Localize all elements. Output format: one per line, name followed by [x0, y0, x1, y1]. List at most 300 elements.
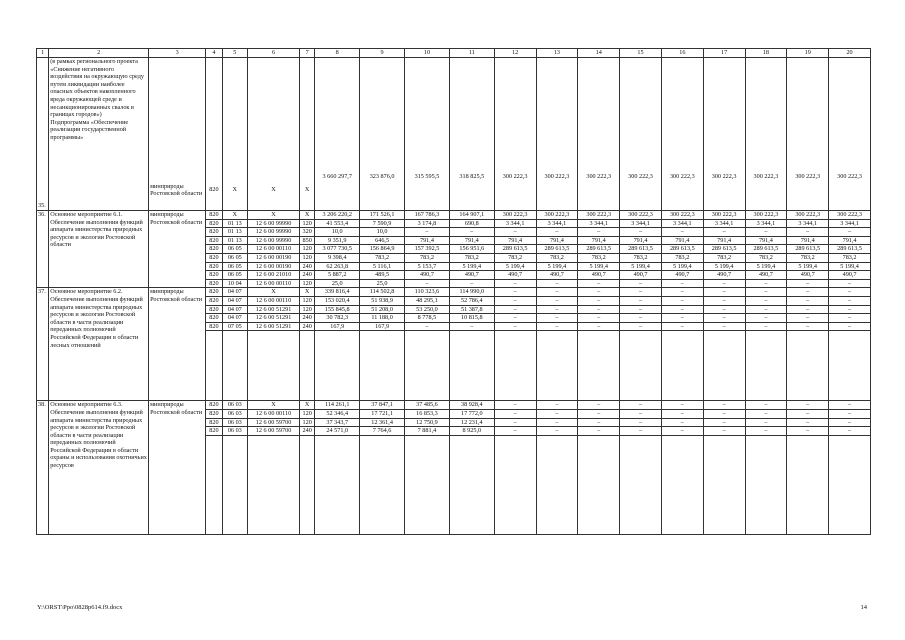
code-vr: 120	[300, 305, 315, 314]
value-cell: –	[787, 322, 829, 331]
value-cell: 5 199,4	[703, 262, 745, 271]
executor: минприроды Ростовской области	[149, 211, 206, 288]
empty-cell	[248, 331, 300, 401]
value-cell: 791,4	[829, 236, 871, 245]
value-cell: –	[578, 418, 620, 427]
value-cell: –	[536, 418, 578, 427]
code-rz: 06 03	[222, 401, 247, 410]
code-grbs: 820	[206, 262, 222, 271]
empty-cell	[222, 331, 247, 401]
value-cell: 156 864,9	[360, 245, 405, 254]
row-title	[49, 58, 149, 211]
value-cell: 783,2	[405, 253, 450, 262]
value-cell: –	[494, 279, 536, 288]
value-cell: 7 881,4	[405, 427, 450, 436]
value-cell: –	[536, 322, 578, 331]
value-cell: 300 222,3	[536, 211, 578, 220]
value-cell: –	[787, 418, 829, 427]
value-cell: –	[620, 288, 662, 297]
value-cell: 25,0	[360, 279, 405, 288]
value-cell: 315 595,5	[405, 58, 450, 211]
table-row	[37, 401, 871, 410]
value-cell: 3 344,1	[620, 219, 662, 228]
value-cell: –	[787, 296, 829, 305]
code-csr: X	[248, 401, 300, 410]
empty-cell	[578, 435, 620, 534]
value-cell: –	[829, 409, 871, 418]
value-cell: 783,2	[703, 253, 745, 262]
code-vr: 240	[300, 314, 315, 323]
empty-cell	[620, 435, 662, 534]
empty-cell	[661, 331, 703, 401]
value-cell: 11 188,0	[360, 314, 405, 323]
value-cell: –	[578, 305, 620, 314]
value-cell: 289 613,5	[745, 245, 787, 254]
code-vr: 850	[300, 236, 315, 245]
value-cell: 646,5	[360, 236, 405, 245]
code-csr: 12 6 00 99990	[248, 228, 300, 237]
empty-cell	[745, 331, 787, 401]
row-number: 38.	[37, 401, 49, 534]
value-cell: 783,2	[745, 253, 787, 262]
value-cell: 5 199,4	[449, 262, 494, 271]
row-title-prefix: (в рамках регионального проекта «Снижение негативного воздействия на окружающую среду путем ликвидации наиболее опасных объектов накопленного вреда окружающей среде и несанкционированных свалок в границах городов»)	[50, 58, 144, 119]
code-rz: 07 05	[222, 322, 247, 331]
value-cell: 16 853,3	[405, 409, 450, 418]
column-number-cell: 13	[536, 49, 578, 58]
code-csr: 12 6 00 51291	[248, 305, 300, 314]
value-cell: –	[745, 401, 787, 410]
value-cell: 5 116,1	[360, 262, 405, 271]
code-grbs: 820	[206, 409, 222, 418]
value-cell: –	[536, 409, 578, 418]
value-cell: –	[661, 409, 703, 418]
empty-cell	[315, 435, 360, 534]
value-cell: 10,0	[360, 228, 405, 237]
value-cell: 783,2	[494, 253, 536, 262]
executor: минприроды Ростовской области	[149, 288, 206, 401]
value-cell: 289 613,5	[829, 245, 871, 254]
code-csr: X	[248, 211, 300, 220]
value-cell: 167 786,3	[405, 211, 450, 220]
value-cell: –	[745, 409, 787, 418]
value-cell: –	[787, 279, 829, 288]
value-cell: 791,4	[449, 236, 494, 245]
value-cell: –	[745, 305, 787, 314]
value-cell: 3 174,8	[405, 219, 450, 228]
value-cell: 323 876,0	[360, 58, 405, 211]
value-cell: 490,7	[405, 271, 450, 280]
row-number: 36.	[37, 211, 49, 288]
value-cell: 114 261,1	[315, 401, 360, 410]
code-vr: 240	[300, 271, 315, 280]
value-cell: 3 344,1	[703, 219, 745, 228]
empty-cell	[536, 331, 578, 401]
value-cell: 3 344,1	[578, 219, 620, 228]
value-cell: –	[494, 322, 536, 331]
value-cell: 8 778,5	[405, 314, 450, 323]
empty-cell	[300, 331, 315, 401]
empty-cell	[300, 435, 315, 534]
value-cell: 3 206 220,2	[315, 211, 360, 220]
code-csr: 12 6 00 00110	[248, 409, 300, 418]
code-vr: 120	[300, 279, 315, 288]
row-number: 35.	[37, 58, 49, 211]
value-cell: –	[787, 305, 829, 314]
empty-cell	[829, 435, 871, 534]
value-cell: 167,9	[360, 322, 405, 331]
column-number-cell: 1	[37, 49, 49, 58]
value-cell: 153 020,4	[315, 296, 360, 305]
value-cell: 289 613,5	[536, 245, 578, 254]
value-cell: –	[578, 401, 620, 410]
value-cell: –	[494, 401, 536, 410]
value-cell: 52 346,4	[315, 409, 360, 418]
value-cell: 783,2	[620, 253, 662, 262]
empty-cell	[449, 331, 494, 401]
value-cell: –	[703, 409, 745, 418]
value-cell: 3 344,1	[494, 219, 536, 228]
column-number-cell: 5	[222, 49, 247, 58]
empty-cell	[787, 435, 829, 534]
value-cell: 490,7	[494, 271, 536, 280]
value-cell: 300 222,3	[787, 58, 829, 211]
value-cell: –	[787, 228, 829, 237]
value-cell: 783,2	[787, 253, 829, 262]
value-cell: 3 344,1	[536, 219, 578, 228]
value-cell: 9 398,4	[315, 253, 360, 262]
value-cell: 791,4	[787, 236, 829, 245]
empty-cell	[360, 435, 405, 534]
code-csr: 12 6 00 99990	[248, 219, 300, 228]
empty-cell	[206, 331, 222, 401]
value-cell: –	[620, 314, 662, 323]
value-cell: 289 613,5	[661, 245, 703, 254]
value-cell: 300 222,3	[745, 211, 787, 220]
value-cell: –	[620, 322, 662, 331]
table-row	[37, 58, 871, 211]
value-cell: 12 231,4	[449, 418, 494, 427]
code-rz: 01 13	[222, 236, 247, 245]
value-cell: –	[745, 228, 787, 237]
code-grbs: 820	[206, 253, 222, 262]
value-cell: 114 990,0	[449, 288, 494, 297]
code-vr: 240	[300, 322, 315, 331]
value-cell: 12 361,4	[360, 418, 405, 427]
value-cell: 490,7	[787, 271, 829, 280]
code-grbs: 820	[206, 58, 222, 211]
value-cell: –	[536, 314, 578, 323]
value-cell: 5 199,4	[661, 262, 703, 271]
row-title: Основное мероприятие 6.2. Обеспечение выполнения функций аппарата министерства природных ресурсов и экологии Ростовской области в части реализации переданных полномочий Российской Федерации в области лесных отношений	[49, 288, 149, 401]
value-cell: –	[703, 228, 745, 237]
value-cell: –	[661, 279, 703, 288]
code-rz: 01 13	[222, 219, 247, 228]
value-cell: 490,7	[829, 271, 871, 280]
code-grbs: 820	[206, 401, 222, 410]
value-cell: 5 199,4	[787, 262, 829, 271]
value-cell: –	[787, 409, 829, 418]
value-cell: –	[661, 296, 703, 305]
code-rz: 04 07	[222, 296, 247, 305]
value-cell: 5 199,4	[494, 262, 536, 271]
code-grbs: 820	[206, 305, 222, 314]
code-vr: 120	[300, 245, 315, 254]
value-cell: –	[661, 288, 703, 297]
value-cell: –	[703, 418, 745, 427]
code-grbs: 820	[206, 314, 222, 323]
value-cell: 8 925,0	[449, 427, 494, 436]
value-cell: –	[703, 279, 745, 288]
value-cell: 30 782,3	[315, 314, 360, 323]
value-cell: 791,4	[405, 236, 450, 245]
value-cell: 300 222,3	[661, 58, 703, 211]
footer-file-path: Y:\ORST\Ppo\0828p614.f9.docx	[37, 604, 123, 611]
value-cell: –	[494, 228, 536, 237]
value-cell: 300 222,3	[829, 58, 871, 211]
value-cell: 783,2	[536, 253, 578, 262]
page-number: 14	[860, 604, 867, 611]
empty-cell	[536, 435, 578, 534]
value-cell: 289 613,5	[703, 245, 745, 254]
value-cell: 52 786,4	[449, 296, 494, 305]
value-cell: –	[829, 305, 871, 314]
column-number-cell: 6	[248, 49, 300, 58]
code-vr: 120	[300, 418, 315, 427]
empty-cell	[206, 435, 222, 534]
value-cell: –	[494, 418, 536, 427]
value-cell: 318 825,5	[449, 58, 494, 211]
value-cell: –	[787, 288, 829, 297]
value-cell: –	[703, 288, 745, 297]
code-rz: 04 07	[222, 288, 247, 297]
column-number-cell: 18	[745, 49, 787, 58]
value-cell: –	[494, 314, 536, 323]
value-cell: –	[829, 418, 871, 427]
value-cell: –	[449, 279, 494, 288]
column-number-cell: 17	[703, 49, 745, 58]
value-cell: 5 153,7	[405, 262, 450, 271]
code-csr: 12 6 00 00110	[248, 279, 300, 288]
code-rz: X	[222, 58, 247, 211]
code-grbs: 820	[206, 228, 222, 237]
value-cell: –	[494, 288, 536, 297]
code-grbs: 820	[206, 322, 222, 331]
column-number-cell: 4	[206, 49, 222, 58]
value-cell: 791,4	[620, 236, 662, 245]
row-number: 37.	[37, 288, 49, 401]
code-csr: 12 6 00 99990	[248, 236, 300, 245]
value-cell: –	[787, 427, 829, 436]
column-number-cell: 9	[360, 49, 405, 58]
value-cell: 289 613,5	[578, 245, 620, 254]
budget-table	[36, 48, 871, 535]
value-cell: 490,7	[745, 271, 787, 280]
value-cell: –	[620, 401, 662, 410]
value-cell: 490,7	[536, 271, 578, 280]
value-cell: –	[703, 296, 745, 305]
value-cell: 167,9	[315, 322, 360, 331]
code-csr: 12 6 00 51291	[248, 314, 300, 323]
value-cell: –	[536, 427, 578, 436]
code-vr: X	[300, 288, 315, 297]
value-cell: –	[745, 288, 787, 297]
value-cell: –	[620, 418, 662, 427]
code-grbs: 820	[206, 219, 222, 228]
value-cell: 25,0	[315, 279, 360, 288]
empty-cell	[703, 435, 745, 534]
table-body	[37, 49, 871, 535]
value-cell: 300 222,3	[661, 211, 703, 220]
value-cell: 5 199,4	[578, 262, 620, 271]
code-vr: X	[300, 401, 315, 410]
value-cell: 289 613,5	[620, 245, 662, 254]
value-cell: 171 526,1	[360, 211, 405, 220]
table-row	[37, 288, 871, 297]
value-cell: –	[745, 279, 787, 288]
value-cell: –	[829, 314, 871, 323]
code-csr: 12 6 00 00110	[248, 296, 300, 305]
value-cell: 300 222,3	[578, 211, 620, 220]
value-cell: 300 222,3	[494, 211, 536, 220]
value-cell: –	[536, 296, 578, 305]
code-vr: 120	[300, 296, 315, 305]
value-cell: 490,7	[661, 271, 703, 280]
column-number-cell: 11	[449, 49, 494, 58]
code-grbs: 820	[206, 271, 222, 280]
value-cell: 5 887,2	[315, 271, 360, 280]
code-csr: 12 6 00 59700	[248, 427, 300, 436]
value-cell: –	[703, 305, 745, 314]
value-cell: 17 772,0	[449, 409, 494, 418]
value-cell: –	[661, 401, 703, 410]
value-cell: 51 208,0	[360, 305, 405, 314]
value-cell: –	[829, 427, 871, 436]
empty-cell	[449, 435, 494, 534]
code-vr: 240	[300, 262, 315, 271]
value-cell: 10 815,8	[449, 314, 494, 323]
value-cell: –	[661, 228, 703, 237]
value-cell: –	[578, 409, 620, 418]
code-grbs: 820	[206, 211, 222, 220]
empty-cell	[787, 331, 829, 401]
code-grbs: 820	[206, 245, 222, 254]
value-cell: –	[745, 418, 787, 427]
code-vr: 120	[300, 219, 315, 228]
value-cell: –	[620, 296, 662, 305]
value-cell: –	[829, 401, 871, 410]
row-title-text: Подпрограмма «Обеспечение реализации государственной программы»	[50, 118, 129, 141]
code-rz: 04 07	[222, 305, 247, 314]
code-rz: 06 05	[222, 271, 247, 280]
empty-cell	[703, 331, 745, 401]
empty-cell	[405, 435, 450, 534]
value-cell: 37 343,7	[315, 418, 360, 427]
code-rz: 06 03	[222, 418, 247, 427]
value-cell: –	[703, 427, 745, 436]
empty-cell	[745, 435, 787, 534]
code-rz: 10 04	[222, 279, 247, 288]
code-rz: 06 05	[222, 262, 247, 271]
code-grbs: 820	[206, 427, 222, 436]
value-cell: 783,2	[578, 253, 620, 262]
value-cell: –	[578, 288, 620, 297]
value-cell: –	[703, 401, 745, 410]
column-number-cell: 12	[494, 49, 536, 58]
value-cell: 7 590,9	[360, 219, 405, 228]
value-cell: –	[494, 305, 536, 314]
value-cell: 41 553,4	[315, 219, 360, 228]
value-cell: 791,4	[703, 236, 745, 245]
value-cell: 490,7	[703, 271, 745, 280]
value-cell: –	[829, 296, 871, 305]
value-cell: –	[829, 322, 871, 331]
code-vr: 320	[300, 228, 315, 237]
code-grbs: 820	[206, 288, 222, 297]
code-grbs: 820	[206, 418, 222, 427]
value-cell: –	[661, 427, 703, 436]
value-cell: 17 721,1	[360, 409, 405, 418]
code-rz: 06 03	[222, 409, 247, 418]
value-cell: –	[661, 322, 703, 331]
code-rz: 04 07	[222, 314, 247, 323]
value-cell: 300 222,3	[829, 211, 871, 220]
code-rz: 06 03	[222, 427, 247, 436]
value-cell: –	[578, 279, 620, 288]
code-grbs: 820	[206, 236, 222, 245]
value-cell: 53 250,0	[405, 305, 450, 314]
value-cell: 791,4	[494, 236, 536, 245]
value-cell: –	[620, 305, 662, 314]
value-cell: 490,7	[578, 271, 620, 280]
code-vr: 120	[300, 253, 315, 262]
value-cell: –	[494, 427, 536, 436]
value-cell: –	[703, 314, 745, 323]
code-vr: X	[300, 58, 315, 211]
column-number-cell: 2	[49, 49, 149, 58]
value-cell: 156 951,6	[449, 245, 494, 254]
value-cell: –	[661, 305, 703, 314]
value-cell: –	[536, 288, 578, 297]
value-cell: –	[578, 296, 620, 305]
value-cell: 62 263,8	[315, 262, 360, 271]
value-cell: –	[494, 296, 536, 305]
code-vr: 120	[300, 409, 315, 418]
value-cell: 783,2	[661, 253, 703, 262]
empty-cell	[829, 331, 871, 401]
value-cell: 157 392,5	[405, 245, 450, 254]
value-cell: 5 199,4	[620, 262, 662, 271]
value-cell: –	[787, 401, 829, 410]
row-title: Основное мероприятие 6.3. Обеспечение выполнения функций аппарата министерства природных ресурсов и экологии Ростовской области в части реализации переданных полномочий Российской Федерации в области охраны и использования охотничьих ресурсов	[49, 401, 149, 534]
value-cell: –	[449, 322, 494, 331]
code-rz: 06 05	[222, 253, 247, 262]
value-cell: 3 344,1	[787, 219, 829, 228]
value-cell: –	[787, 314, 829, 323]
empty-cell	[222, 435, 247, 534]
value-cell: 783,2	[360, 253, 405, 262]
row-title: Основное мероприятие 6.1. Обеспечение выполнения функций аппарата министерства природных ресурсов и экологии Ростовской области	[49, 211, 149, 288]
value-cell: –	[578, 228, 620, 237]
value-cell: –	[620, 427, 662, 436]
value-cell: –	[661, 418, 703, 427]
value-cell: 110 323,6	[405, 288, 450, 297]
value-cell: 339 816,4	[315, 288, 360, 297]
value-cell: –	[829, 228, 871, 237]
value-cell: 3 344,1	[829, 219, 871, 228]
code-vr: X	[300, 211, 315, 220]
code-rz: 01 13	[222, 228, 247, 237]
